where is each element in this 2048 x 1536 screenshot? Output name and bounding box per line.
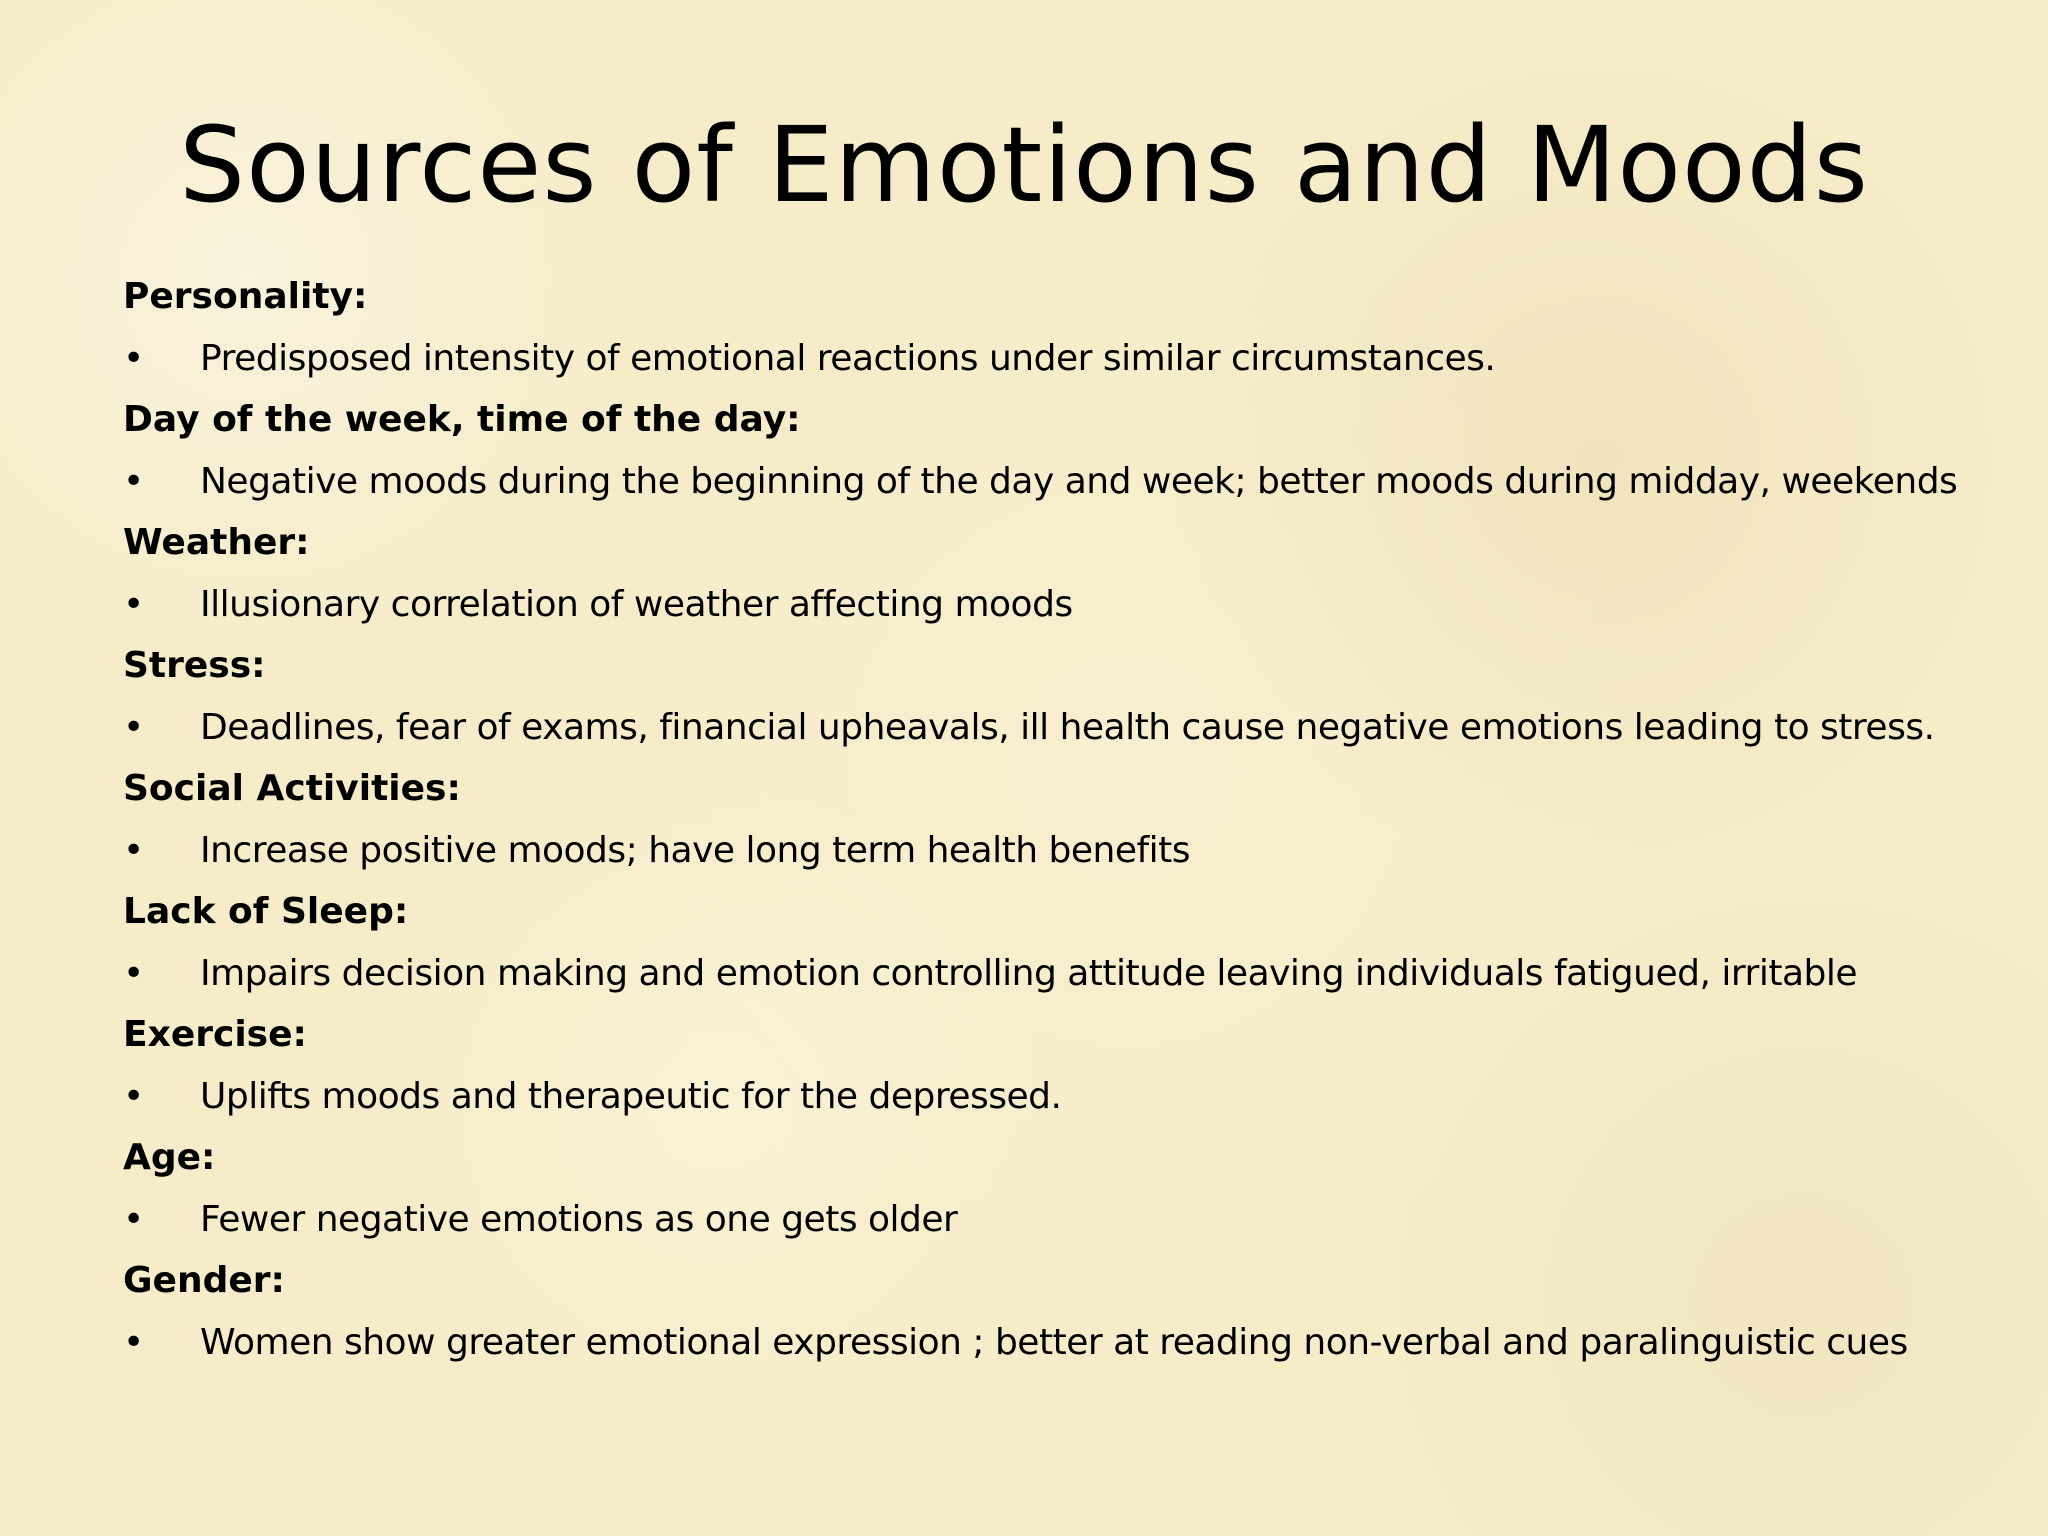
bullet-item bbox=[123, 820, 2003, 882]
section-age bbox=[123, 1127, 2003, 1250]
section-day-of-week bbox=[123, 389, 2003, 512]
slide-title: Sources of Emotions and Moods bbox=[179, 104, 1869, 226]
bullet-text: Deadlines, fear of exams, financial upheavals, ill health cause negative emotions leading to stress. bbox=[200, 706, 1935, 748]
bullet-item bbox=[123, 1066, 2003, 1128]
section-weather bbox=[123, 512, 2003, 635]
bullet-item bbox=[123, 697, 2003, 759]
bullet-item bbox=[123, 328, 2003, 390]
bullet-text: Women show greater emotional expression ; better at reading non-verbal and paralinguistic cues bbox=[200, 1321, 1908, 1363]
section-heading: Lack of Sleep: bbox=[123, 891, 409, 932]
bullet-icon: • bbox=[123, 583, 145, 625]
bullet-icon: • bbox=[123, 706, 145, 748]
section-heading: Exercise: bbox=[123, 1014, 307, 1055]
bullet-text: Fewer negative emotions as one gets older bbox=[200, 1198, 958, 1240]
section-personality bbox=[123, 266, 2003, 389]
section-heading: Day of the week, time of the day: bbox=[123, 399, 801, 440]
section-heading: Gender: bbox=[123, 1260, 285, 1301]
slide-content bbox=[123, 266, 2003, 1373]
section-heading: Age: bbox=[123, 1137, 216, 1178]
bullet-text: Predisposed intensity of emotional reactions under similar circumstances. bbox=[200, 337, 1496, 379]
bullet-icon: • bbox=[123, 952, 145, 994]
bullet-icon: • bbox=[123, 1198, 145, 1240]
section-gender bbox=[123, 1250, 2003, 1373]
bullet-text: Increase positive moods; have long term health benefits bbox=[200, 829, 1191, 871]
bullet-item bbox=[123, 1312, 2003, 1374]
bullet-text: Illusionary correlation of weather affecting moods bbox=[200, 583, 1073, 625]
bullet-text: Impairs decision making and emotion controlling attitude leaving individuals fatigued, irritable bbox=[200, 952, 1858, 994]
bullet-item bbox=[123, 1189, 2003, 1251]
bullet-icon: • bbox=[123, 460, 145, 502]
section-heading: Social Activities: bbox=[123, 768, 461, 809]
section-exercise bbox=[123, 1004, 2003, 1127]
bullet-text: Negative moods during the beginning of the day and week; better moods during midday, weekends bbox=[200, 460, 1958, 502]
section-social-activities bbox=[123, 758, 2003, 881]
section-lack-of-sleep bbox=[123, 881, 2003, 1004]
bullet-item bbox=[123, 943, 2003, 1005]
bullet-icon: • bbox=[123, 1075, 145, 1117]
section-heading: Personality: bbox=[123, 276, 368, 317]
section-heading: Stress: bbox=[123, 645, 266, 686]
section-heading: Weather: bbox=[123, 522, 310, 563]
bullet-icon: • bbox=[123, 337, 145, 379]
bullet-icon: • bbox=[123, 829, 145, 871]
bullet-item bbox=[123, 451, 2003, 513]
bullet-icon: • bbox=[123, 1321, 145, 1363]
section-stress bbox=[123, 635, 2003, 758]
bullet-text: Uplifts moods and therapeutic for the depressed. bbox=[200, 1075, 1062, 1117]
bullet-item bbox=[123, 574, 2003, 636]
